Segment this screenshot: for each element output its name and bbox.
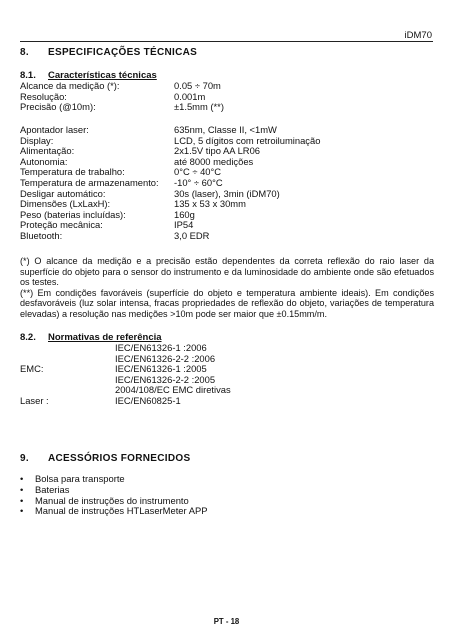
standard-row <box>20 385 231 396</box>
standard-value: IEC/EN61326-2-2 :2005 <box>115 373 216 385</box>
spec-label: Dimensões (LxLaxH): <box>20 198 111 210</box>
spec-row <box>20 178 320 189</box>
standards-list <box>20 343 231 406</box>
list-item <box>20 485 207 496</box>
accessory-label: Bolsa para transporte <box>35 473 125 484</box>
accessory-label: Baterias <box>35 483 70 495</box>
subsection-number: 8.1. <box>20 70 36 81</box>
spec-row <box>20 231 320 242</box>
spec-row <box>20 102 224 113</box>
spec-label: Apontador laser: <box>20 124 89 135</box>
spec-label: Temperatura de trabalho: <box>20 166 125 178</box>
spec-value: ±1.5mm (**) <box>174 101 224 113</box>
accessory-label: Manual de instruções do instrumento <box>35 494 189 506</box>
bullet-icon: • <box>20 494 24 506</box>
standard-label: EMC: <box>20 363 44 374</box>
spec-label: Temperatura de armazenamento: <box>20 176 159 188</box>
spec-notes <box>20 256 434 320</box>
spec-label: Resolução: <box>20 90 67 102</box>
spec-label: Display: <box>20 134 54 146</box>
spec-value: 0.05 ÷ 70m <box>174 80 221 91</box>
subsection-title: Características técnicas <box>48 70 157 81</box>
accessory-label: Manual de instruções HTLaserMeter APP <box>35 505 208 517</box>
note-favorable-conditions: (**) Em condições favoráveis (superfície do objeto e temperatura ambiente ideais). Em condições desfavoráveis (luz solar intensa, fracas propriedades de reflexão do objeto, variações de temperatura elevadas) a resolução nas medições >10m pode ser maior que ±0.15mm/m. <box>20 287 434 319</box>
subsection-number: 8.2. <box>20 332 36 343</box>
spec-label: Alimentação: <box>20 145 75 157</box>
spec-label: Precisão (@10m): <box>20 101 96 113</box>
spec-value: até 8000 medições <box>174 155 254 167</box>
section-title: ACESSÓRIOS FORNECIDOS <box>48 453 191 464</box>
list-item <box>20 506 207 517</box>
bullet-icon: • <box>20 473 24 484</box>
spec-value: 2x1.5V tipo AA LR06 <box>174 145 260 157</box>
spec-value: LCD, 5 dígitos com retroiluminação <box>174 134 321 146</box>
spec-row <box>20 81 224 92</box>
standard-value: IEC/EN61326-1 :2006 <box>115 342 207 353</box>
spec-label: Desligar automático: <box>20 187 106 199</box>
bullet-icon: • <box>20 483 24 495</box>
bullet-icon: • <box>20 505 24 517</box>
standard-row <box>20 364 231 375</box>
section-8-heading <box>20 47 197 58</box>
standard-label: Laser : <box>20 394 49 406</box>
section-number: 8. <box>20 47 29 58</box>
spec-value: IP54 <box>174 219 194 231</box>
standard-row <box>20 343 231 354</box>
spec-value: 30s (laser), 3min (iDM70) <box>174 187 280 199</box>
spec-label: Proteção mecânica: <box>20 219 103 231</box>
header-rule <box>20 41 433 42</box>
spec-group-general <box>20 125 320 242</box>
spec-row <box>20 125 320 136</box>
spec-label: Autonomia: <box>20 155 68 167</box>
accessories-list <box>20 474 207 517</box>
spec-value: 160g <box>174 208 195 220</box>
spec-row <box>20 220 320 231</box>
section-9-heading <box>20 453 190 464</box>
spec-label: Alcance da medição (*): <box>20 80 120 91</box>
section-title: ESPECIFICAÇÕES TÉCNICAS <box>48 47 198 58</box>
standard-value: IEC/EN61326-1 :2005 <box>115 363 207 374</box>
section-number: 9. <box>20 453 29 464</box>
spec-value: 635nm, Classe II, <1mW <box>174 124 277 135</box>
standard-value: IEC/EN60825-1 <box>115 394 181 406</box>
spec-label: Bluetooth: <box>20 229 63 241</box>
standard-label <box>20 343 115 354</box>
spec-value: 0°C ÷ 40°C <box>174 166 222 178</box>
note-range-accuracy: (*) O alcance da medição e a precisão estão dependentes da correta reflexão do raio laser da superfície do objeto para o sensor do instrumento e da luminosidade do ambiente onde são efetuados os testes. <box>20 256 434 288</box>
subsection-title: Normativas de referência <box>48 332 162 343</box>
spec-value: 0.001m <box>174 90 206 102</box>
spec-value: 3,0 EDR <box>174 229 210 241</box>
spec-value: 135 x 53 x 30mm <box>174 198 246 210</box>
standard-value: IEC/EN61326-2-2 :2006 <box>115 352 216 364</box>
spec-group-measurement <box>20 81 224 113</box>
spec-label: Peso (baterias incluídas): <box>20 208 126 220</box>
standard-row <box>20 396 231 407</box>
spec-value: -10° ÷ 60°C <box>174 176 223 188</box>
standard-value: 2004/108/EC EMC diretivas <box>115 384 231 395</box>
page-number: PT - 18 <box>213 617 240 626</box>
header-model: iDM70 <box>404 30 432 41</box>
standard-label <box>20 375 115 386</box>
standard-label <box>20 385 115 396</box>
